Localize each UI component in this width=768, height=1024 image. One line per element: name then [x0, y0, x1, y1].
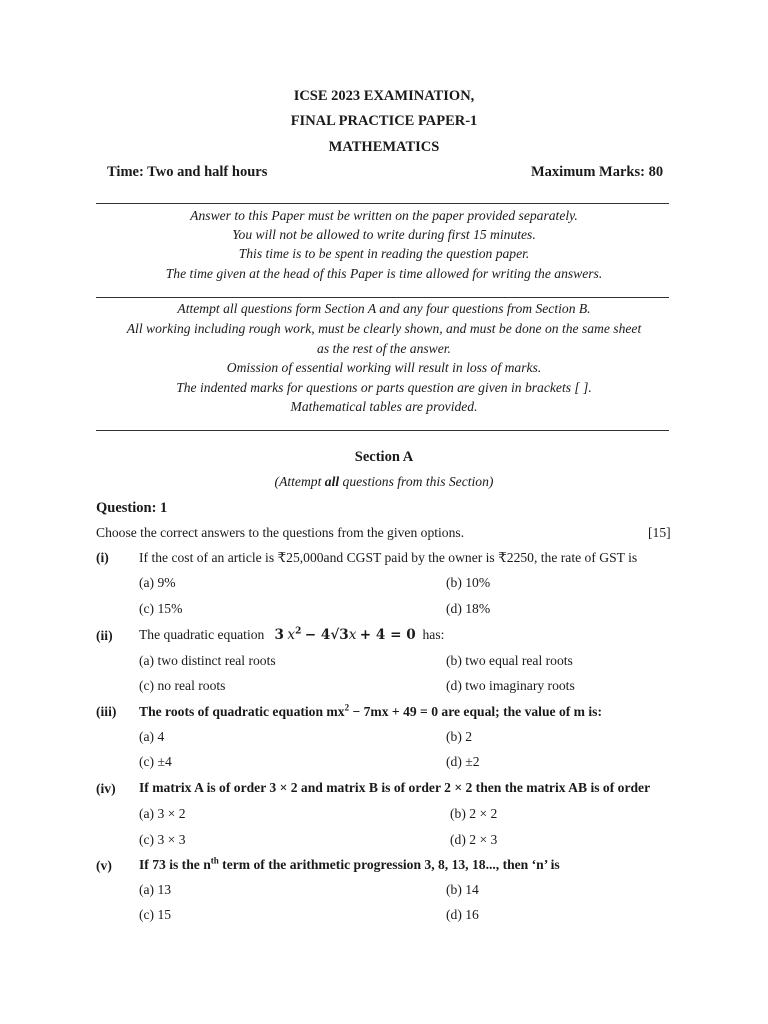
option-a: (a) 3 × 2: [139, 806, 186, 821]
option-b: (b) two equal real roots: [446, 653, 573, 668]
instruction-line: Answer to this Paper must be written on the paper provided separately.: [190, 208, 578, 223]
option-a: (a) two distinct real roots: [139, 653, 276, 668]
question-number: (iv): [96, 781, 116, 796]
instruction-line: This time is to be spent in reading the question paper.: [238, 246, 530, 261]
question-text: If 73 is the $n^{th}$ term of the arithmetic progression 3, 8, 13, 18..., then ‘n’ is: [139, 855, 560, 872]
option-a: (a) 4: [139, 729, 165, 744]
option-d: (d) 2 × 3: [450, 832, 498, 847]
option-a: (a) 13: [139, 882, 172, 897]
question-text: The quadratic equation 3 $x^2 - 4√3x + 4 = 0$ has:: [139, 626, 445, 643]
option-b: (b) 2: [446, 729, 473, 744]
divider-2: [96, 297, 669, 298]
option-a: (a) 9%: [139, 575, 176, 590]
question-number: (i): [96, 550, 109, 565]
instruction-line: The indented marks for questions or parts question are given in brackets [ ].: [176, 380, 592, 395]
exam-title: ICSE 2023 EXAMINATION,: [293, 88, 475, 104]
instruction-line: Omission of essential working will result in loss of marks.: [226, 360, 542, 375]
option-d: (d) two imaginary roots: [446, 678, 575, 693]
question-intro: Choose the correct answers to the questions from the given options.: [96, 525, 465, 540]
instruction-line: as the rest of the answer.: [317, 341, 451, 356]
option-d: (d) 18%: [446, 601, 491, 616]
instruction-line: All working including rough work, must be clearly shown, and must be done on the same sheet: [126, 321, 642, 336]
max-marks-label: Maximum Marks: 80: [531, 164, 664, 180]
question-number: (ii): [96, 628, 113, 643]
subject-title: MATHEMATICS: [328, 139, 440, 155]
question-text: The roots of quadratic equation $mx^2 - 7mx + 49 = 0$ are equal; the value of m is:: [139, 702, 602, 719]
section-note: (Attempt all questions from this Section): [274, 474, 494, 489]
option-c: (c) 15: [139, 907, 172, 922]
option-c: (c) 15%: [139, 601, 183, 616]
question-marks: [15]: [648, 525, 671, 540]
option-c: (c) ±4: [139, 754, 172, 769]
question-label: Question: 1: [96, 500, 168, 516]
option-b: (b) 14: [446, 882, 479, 897]
option-d: (d) 16: [446, 907, 479, 922]
divider-1: [96, 203, 669, 204]
question-text: If matrix A is of order 3 × 2 and matrix B is of order 2 × 2 then the matrix AB is of order: [139, 780, 651, 795]
divider-3: [96, 430, 669, 431]
option-b: (b) 2 × 2: [450, 806, 498, 821]
instruction-line: Mathematical tables are provided.: [290, 399, 478, 414]
option-c: (c) no real roots: [139, 678, 226, 693]
option-c: (c) 3 × 3: [139, 832, 186, 847]
instruction-line: Attempt all questions form Section A and any four questions from Section B.: [177, 301, 591, 316]
option-b: (b) 10%: [446, 575, 491, 590]
question-number: (v): [96, 858, 112, 873]
question-text: If the cost of an article is ₹25,000and CGST paid by the owner is ₹2250, the rate of GST is: [139, 550, 638, 565]
question-number: (iii): [96, 704, 117, 719]
instruction-line: You will not be allowed to write during first 15 minutes.: [232, 227, 536, 242]
option-d: (d) ±2: [446, 754, 480, 769]
section-title: Section A: [354, 449, 414, 465]
paper-title: FINAL PRACTICE PAPER-1: [290, 113, 478, 129]
time-label: Time: Two and half hours: [107, 164, 268, 180]
instruction-line: The time given at the head of this Paper is time allowed for writing the answers.: [165, 266, 603, 281]
